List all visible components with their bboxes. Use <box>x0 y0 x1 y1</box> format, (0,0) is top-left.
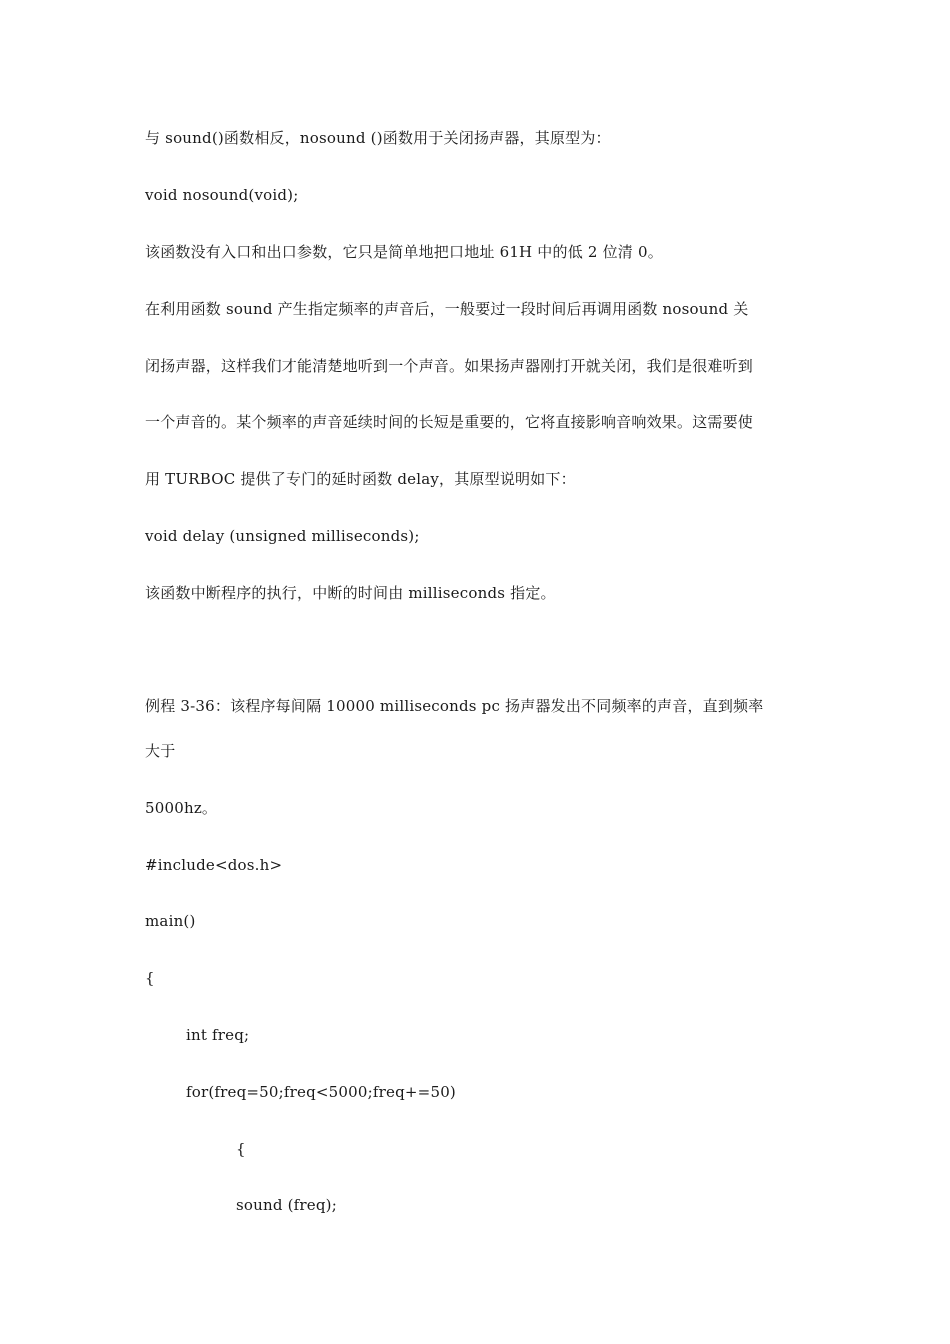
paragraph-line: 闭扬声器，这样我们才能清楚地听到一个声音。如果扬声器刚打开就关闭，我们是很难听到 <box>145 357 754 375</box>
paragraph-line: 一个声音的。某个频率的声音延续时间的长短是重要的，它将直接影响音响效果。这需要使 <box>145 413 754 431</box>
code-line: { <box>236 1140 246 1158</box>
code-line: { <box>145 969 155 987</box>
code-line: void delay (unsigned milliseconds); <box>145 527 420 545</box>
paragraph-line: 用 TURBOC 提供了专门的延时函数 delay，其原型说明如下： <box>145 470 576 488</box>
example-heading-line: 5000hz。 <box>145 799 218 817</box>
example-heading-line: 大于 <box>145 742 176 760</box>
code-line: #include<dos.h> <box>145 856 283 874</box>
paragraph-line: 与 sound()函数相反，nosound ()函数用于关闭扬声器，其原型为： <box>145 129 611 147</box>
paragraph-line: 该函数没有入口和出口参数，它只是简单地把口地址 61H 中的低 2 位清 0。 <box>145 243 663 261</box>
code-line: main() <box>145 912 196 930</box>
code-line: int freq; <box>186 1026 250 1044</box>
code-line: sound (freq); <box>236 1196 337 1214</box>
paragraph-line: 在利用函数 sound 产生指定频率的声音后，一般要过一段时间后再调用函数 nosound 关 <box>145 300 749 318</box>
code-line: for(freq=50;freq<5000;freq+=50) <box>186 1083 456 1101</box>
paragraph-line: 该函数中断程序的执行，中断的时间由 milliseconds 指定。 <box>145 584 556 602</box>
example-heading-line: 例程 3-36：该程序每间隔 10000 milliseconds pc 扬声器发出不同频率的声音，直到频率 <box>145 697 764 715</box>
code-line: void nosound(void); <box>145 186 299 204</box>
